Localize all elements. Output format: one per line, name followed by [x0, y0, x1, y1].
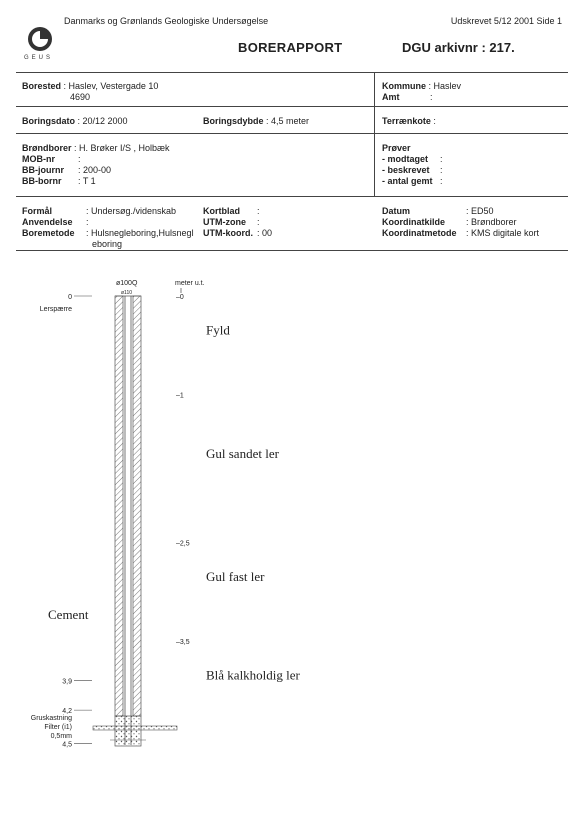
left-depth-label: Gruskastning — [30, 715, 72, 723]
depth-tick-label: –2,5 — [176, 540, 190, 548]
beskrevet-label: - beskrevet — [382, 165, 430, 175]
layer-description: Gul sandet ler — [206, 445, 279, 461]
diameter-outer-label: ø100Q — [116, 280, 138, 287]
broendborer-label: Brøndborer — [22, 143, 72, 153]
depth-tick-label: –0 — [176, 294, 184, 301]
postcode: 4690 — [70, 92, 91, 102]
bb-journr-label: BB-journr — [22, 165, 64, 175]
depth-tick-label: –3,5 — [176, 639, 190, 647]
cement-label: Cement — [48, 607, 89, 622]
terraen-value: : — [433, 116, 436, 126]
amt-label: Amt — [382, 92, 400, 102]
layer-description: Fyld — [206, 322, 230, 338]
boremetode-value-cont: eboring — [92, 239, 123, 249]
mob-value: : — [78, 154, 81, 164]
left-depth-label: 0,5mm — [50, 732, 72, 740]
left-depth-label: Lerspærre — [39, 305, 72, 313]
organization-name: Danmarks og Grønlands Geologiske Undersøgelse — [64, 16, 269, 26]
utm-zone-label: UTM-zone — [203, 217, 246, 227]
boremetode-value: : Hulsnegleboring,Hulsnegl — [86, 228, 194, 238]
datum-label: Datum — [382, 206, 411, 216]
boressted-label: Borested — [22, 81, 62, 91]
mob-label: MOB-nr — [22, 154, 55, 164]
kortblad-label: Kortblad — [203, 206, 240, 216]
kommune-value: : Haslev — [428, 81, 462, 91]
kortblad-value: : — [257, 206, 260, 216]
left-depth-label: 3,9 — [62, 678, 72, 686]
boringsdybde-value: : 4,5 meter — [266, 116, 310, 126]
layer-description: Gul fast ler — [206, 569, 265, 585]
anvendelse-value: : — [86, 217, 89, 227]
depth-unit-label: meter u.t. — [175, 280, 205, 287]
broendborer-value: : H. Brøker I/S , Holbæk — [74, 143, 170, 153]
layer-description: Blå kalkholdig ler — [206, 667, 300, 683]
antal-value: : — [440, 176, 443, 186]
boressted-value: : Haslev, Vestergade 10 — [63, 81, 159, 91]
report-title: BORERAPPORT — [238, 40, 343, 55]
cement-fill-right — [133, 296, 141, 716]
bb-bornr-value: : T 1 — [78, 176, 96, 186]
modtaget-label: - modtaget — [382, 154, 428, 164]
anvendelse-label: Anvendelse — [22, 217, 73, 227]
amt-value: : — [430, 92, 433, 102]
terraen-label: Terrænkote — [382, 116, 431, 126]
boremetode-label: Boremetode — [22, 228, 75, 238]
koordinatkilde-label: Koordinatkilde — [382, 217, 446, 227]
bb-journr-value: : 200-00 — [78, 165, 112, 175]
gravel-pack — [115, 716, 141, 746]
koordinatkilde-value: : Brøndborer — [466, 217, 517, 227]
samples-title: Prøver — [382, 143, 411, 153]
left-depth-label: 0 — [68, 294, 72, 301]
koordinatmetode-value: : KMS digitale kort — [466, 228, 540, 238]
boringsdato-value: : 20/12 2000 — [77, 116, 128, 126]
utm-koord-value: : 00 — [257, 228, 273, 238]
logo-text: GEUS — [24, 55, 54, 61]
left-depth-label: 4,5 — [62, 741, 72, 749]
formaal-value: : Undersøg./videnskab — [86, 206, 177, 216]
boringsdato-label: Boringsdato — [22, 116, 75, 126]
left-depth-label: 4,2 — [62, 708, 72, 716]
depth-tick-label: –1 — [176, 392, 184, 400]
left-depth-label: Filter (i1) — [44, 723, 72, 731]
koordinatmetode-label: Koordinatmetode — [382, 228, 457, 238]
beskrevet-value: : — [440, 165, 443, 175]
bb-bornr-label: BB-bornr — [22, 176, 62, 186]
formaal-label: Formål — [22, 206, 53, 216]
utm-koord-label: UTM-koord. — [203, 228, 253, 238]
utm-zone-value: : — [257, 217, 260, 227]
archive-number: DGU arkivnr : 217. — [402, 40, 515, 55]
boringsdybde-label: Boringsdybde — [203, 116, 264, 126]
kommune-label: Kommune — [382, 81, 427, 91]
print-info: Udskrevet 5/12 2001 Side 1 — [450, 16, 562, 26]
filter-screen — [93, 726, 177, 730]
cement-fill-left — [115, 296, 123, 716]
antal-label: - antal gemt — [382, 176, 433, 186]
datum-value: : ED50 — [466, 206, 494, 216]
diameter-inner-label: ø110 — [121, 290, 133, 296]
modtaget-value: : — [440, 154, 443, 164]
